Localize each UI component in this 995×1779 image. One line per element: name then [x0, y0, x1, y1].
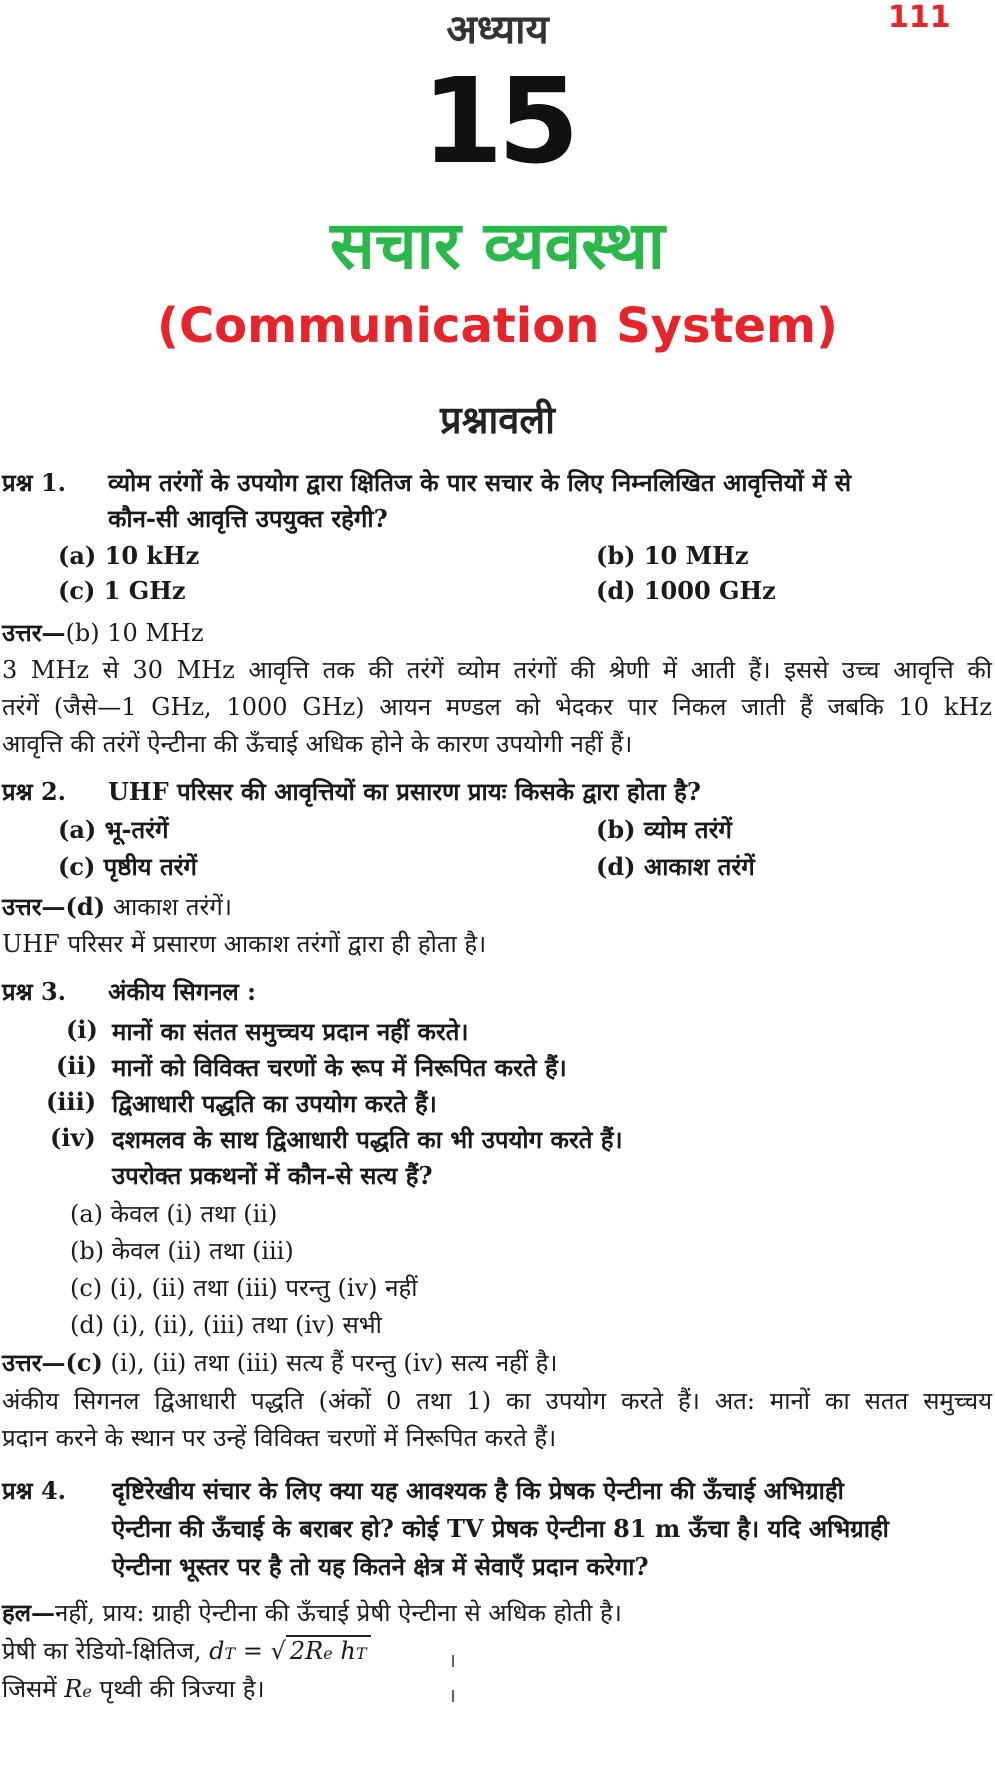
question-3-statement-2: मानों को विविक्त चरणों के रूप में निरूपित करते हैं। — [112, 1053, 567, 1082]
question-1-explanation-line3: आवृत्ति की तरंगें ऐन्टीना की ऊँचाई अधिक होने के कारण उपयोगी नहीं हैं। — [2, 730, 633, 758]
question-4-solution-line1 — [2, 1596, 622, 1629]
question-1-option-d: (d) 1000 GHz — [596, 576, 776, 605]
radicand-term: 2R — [289, 1637, 324, 1665]
question-3-option-c: (c) (i), (ii) तथा (iii) परन्तु (iv) नहीं — [70, 1274, 418, 1302]
radius-description: पृथ्वी की त्रिज्या है। — [99, 1675, 265, 1703]
question-3-explanation-line2: प्रदान करने के स्थान पर उन्हें विविक्त चरणों में निरूपित करते हैं। — [2, 1424, 557, 1452]
question-1-option-b: (b) 10 MHz — [596, 541, 749, 570]
formula-lhs: d — [209, 1637, 225, 1665]
question-3-statement-1: मानों का संतत समुच्चय प्रदान नहीं करते। — [112, 1017, 469, 1046]
answer-label: उत्तर— — [2, 618, 66, 647]
answer-label: उत्तर—(c) — [2, 1348, 103, 1377]
question-2-option-b: (b) व्योम तरंगें — [596, 815, 732, 844]
question-2-label: प्रश्न 2. — [2, 777, 67, 806]
question-2-option-a: (a) भू-तरंगें — [58, 815, 169, 844]
formula-radicand — [286, 1635, 371, 1665]
radicand-height: h — [340, 1637, 356, 1665]
question-3-answer — [2, 1346, 557, 1379]
chapter-number: 15 — [421, 52, 574, 190]
question-3-ask: उपरोक्त प्रकथनों में कौन-से सत्य हैं? — [112, 1161, 433, 1190]
question-3-statement-1-num: (i) — [66, 1015, 98, 1044]
question-3-statement-3-num: (iii) — [46, 1087, 97, 1116]
question-2-explanation: UHF परिसर में प्रसारण आकाश तरंगों द्वारा ही होता है। — [2, 930, 487, 958]
sqrt-symbol: √ — [270, 1637, 286, 1665]
radicand-height-subscript: T — [355, 1644, 367, 1663]
chapter-title-english: (Communication System) — [157, 298, 838, 354]
question-1-explanation-line1: 3 MHz से 30 MHz आवृत्ति तक की तरंगें व्योम तरंगों की श्रेणी में आती हैं। इससे उच्च आवृत्ति की — [2, 656, 992, 684]
question-3-statement-3: द्विआधारी पद्धति का उपयोग करते हैं। — [112, 1089, 437, 1118]
question-3-statement-4: दशमलव के साथ द्विआधारी पद्धति का भी उपयोग करते हैं। — [112, 1125, 623, 1154]
answer-text: (b) 10 MHz — [65, 619, 204, 647]
question-2-option-d: (d) आकाश तरंगें — [596, 852, 755, 881]
answer-text: आकाश तरंगें। — [112, 893, 232, 921]
question-2-option-c: (c) पृष्ठीय तरंगें — [58, 852, 197, 881]
question-4-text-line2: ऐन्टीना की ऊँचाई के बराबर हो? कोई TV प्रेषक ऐन्टीना 81 m ऊँचा है। यदि अभिग्राही — [112, 1514, 889, 1543]
question-2-answer — [2, 890, 232, 923]
question-4-solution-line2 — [2, 1634, 371, 1667]
question-3-explanation-line1: अंकीय सिगनल द्विआधारी पद्धति (अंकों 0 तथा 1) का उपयोग करते हैं। अत: मानों का सतत समुच्चय — [2, 1387, 992, 1415]
formula-lhs-subscript: T — [224, 1644, 236, 1663]
chapter-title-hindi: सचार व्यवस्था — [330, 207, 665, 284]
scan-mark — [452, 1690, 454, 1702]
question-3-option-d: (d) (i), (ii), (iii) तथा (iv) सभी — [70, 1311, 382, 1339]
question-4-text-line3: ऐन्टीना भूस्तर पर है तो यह कितने क्षेत्र में सेवाएँ प्रदान करेगा? — [112, 1552, 649, 1581]
chapter-label: अध्याय — [446, 7, 549, 53]
solution-text: नहीं, प्राय: ग्राही ऐन्टीना की ऊँचाई प्रेषी ऐन्टीना से अधिक होती है। — [55, 1599, 622, 1627]
question-1-explanation-line2: तरंगें (जैसे—1 GHz, 1000 GHz) आयन मण्डल को भेदकर पार निकल जाती हैं जबकि 10 kHz — [2, 693, 992, 721]
question-3-option-b: (b) केवल (ii) तथा (iii) — [70, 1237, 294, 1265]
radius-variable-subscript: e — [82, 1682, 92, 1701]
question-3-statement-4-num: (iv) — [50, 1123, 96, 1152]
solution-label: हल— — [2, 1598, 56, 1627]
question-1-option-c: (c) 1 GHz — [58, 576, 186, 605]
question-4-text-line1: दृष्टिरेखीय संचार के लिए क्या यह आवश्यक है कि प्रेषक ऐन्टीना की ऊँचाई अभिग्राही — [112, 1476, 844, 1505]
radicand-term-subscript: e — [323, 1644, 333, 1663]
answer-text: (i), (ii) तथा (iii) सत्य हैं परन्तु (iv) सत्य नहीं है। — [110, 1349, 558, 1377]
question-1-text-line1: व्योम तरंगों के उपयोग द्वारा क्षितिज के पार सचार के लिए निम्नलिखित आवृत्तियों में से — [108, 468, 852, 497]
question-4-solution-line3 — [2, 1672, 265, 1705]
question-3-text: अंकीय सिगनल : — [108, 977, 257, 1006]
where-text: जिसमें — [2, 1675, 57, 1703]
radius-variable: R — [64, 1675, 83, 1703]
page-number: 111 — [888, 0, 951, 35]
scan-mark — [452, 1655, 454, 1667]
section-heading: प्रश्नावली — [439, 398, 556, 442]
question-1-label: प्रश्न 1. — [2, 468, 67, 497]
question-1-option-a: (a) 10 kHz — [58, 541, 200, 570]
question-1-answer — [2, 616, 204, 649]
formula-equals: = — [242, 1637, 263, 1665]
question-1-text-line2: कौन-सी आवृत्ति उपयुक्त रहेगी? — [108, 504, 388, 533]
answer-label: उत्तर—(d) — [2, 892, 106, 921]
question-3-statement-2-num: (ii) — [56, 1051, 97, 1080]
formula-prefix: प्रेषी का रेडियो-क्षितिज, — [2, 1637, 202, 1665]
question-3-option-a: (a) केवल (i) तथा (ii) — [70, 1200, 278, 1228]
question-4-label: प्रश्न 4. — [2, 1476, 67, 1505]
question-3-label: प्रश्न 3. — [2, 977, 67, 1006]
question-2-text: UHF परिसर की आवृत्तियों का प्रसारण प्रायः किसके द्वारा होता है? — [108, 777, 701, 806]
